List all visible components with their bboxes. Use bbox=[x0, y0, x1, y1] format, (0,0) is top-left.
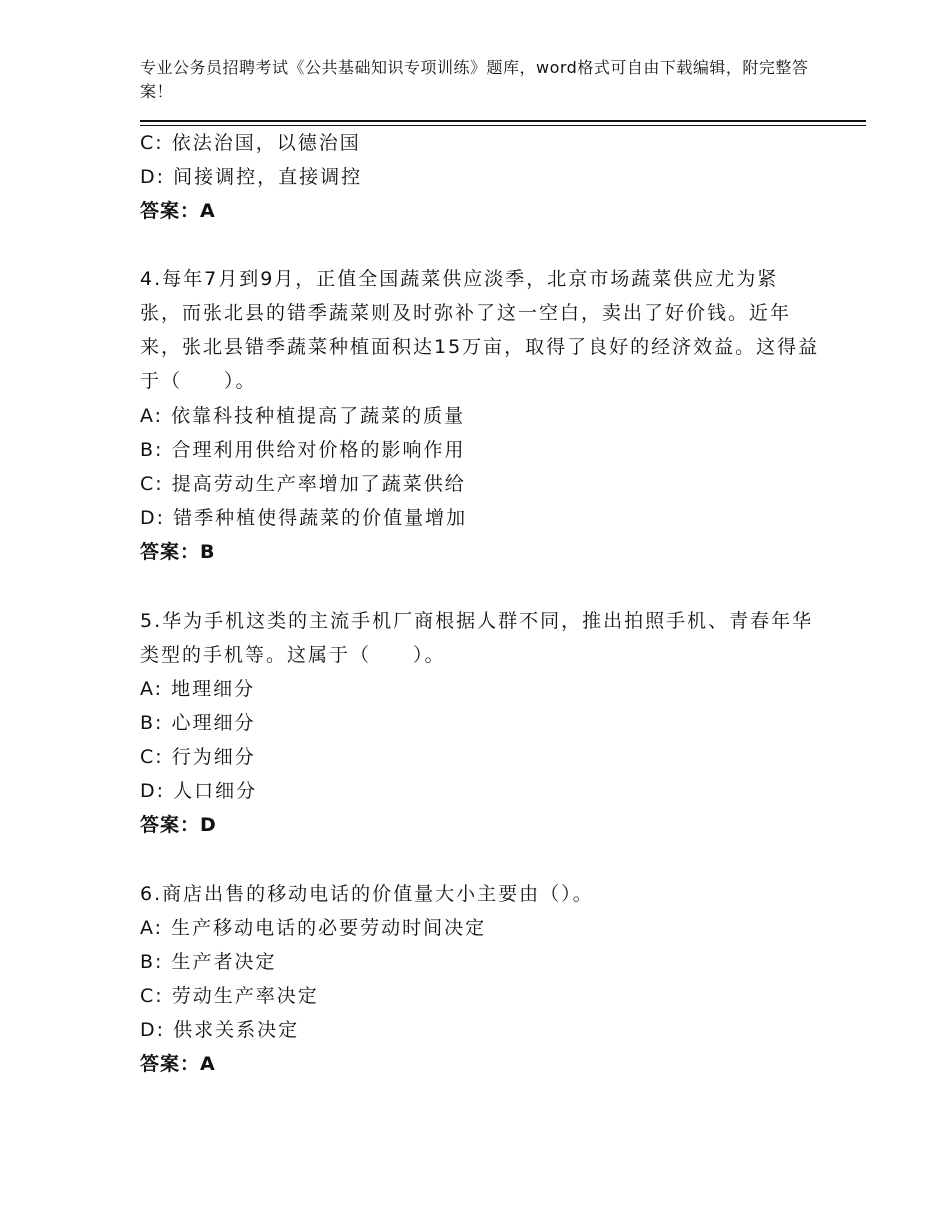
q6-option-a: A: 生产移动电话的必要劳动时间决定 bbox=[140, 917, 487, 939]
q4-option-b: B: 合理利用供给对价格的影响作用 bbox=[140, 439, 466, 461]
q6-stem: 6.商店出售的移动电话的价值量大小主要由（）。 bbox=[140, 883, 594, 905]
q4-option-d: D: 错季种植使得蔬菜的价值量增加 bbox=[140, 507, 468, 529]
page-header: 专业公务员招聘考试《公共基础知识专项训练》题库，word格式可自由下载编辑，附完整答案！ bbox=[140, 58, 809, 101]
header-divider bbox=[140, 120, 866, 122]
q5-answer: 答案：D bbox=[140, 814, 217, 836]
q4-stem: 4.每年7月到9月，正值全国蔬菜供应淡季，北京市场蔬菜供应尤为紧张，而张北县的错季蔬菜则及时弥补了这一空白，卖出了好价钱。近年来，张北县错季蔬菜种植面积达15万亩，取得了良好的经济效益。这得益于（ ）。 bbox=[140, 268, 820, 392]
q5-stem: 5.华为手机这类的主流手机厂商根据人群不同，推出拍照手机、青春年华类型的手机等。这属于（ ）。 bbox=[140, 610, 814, 666]
q5-option-c: C: 行为细分 bbox=[140, 746, 256, 768]
q3-answer: 答案：A bbox=[140, 200, 216, 222]
q3-option-c: C: 依法治国，以德治国 bbox=[140, 132, 361, 154]
q5-option-a: A: 地理细分 bbox=[140, 678, 256, 700]
q5-option-b: B: 心理细分 bbox=[140, 712, 256, 734]
q6-option-b: B: 生产者决定 bbox=[140, 951, 277, 973]
q6-answer: 答案：A bbox=[140, 1053, 216, 1075]
q3-option-d: D: 间接调控，直接调控 bbox=[140, 166, 363, 188]
q5-option-d: D: 人口细分 bbox=[140, 780, 258, 802]
q4-answer: 答案：B bbox=[140, 541, 216, 563]
q6-option-d: D: 供求关系决定 bbox=[140, 1019, 300, 1041]
q6-option-c: C: 劳动生产率决定 bbox=[140, 985, 319, 1007]
q4-option-a: A: 依靠科技种植提高了蔬菜的质量 bbox=[140, 405, 466, 427]
q4-option-c: C: 提高劳动生产率增加了蔬菜供给 bbox=[140, 473, 466, 495]
